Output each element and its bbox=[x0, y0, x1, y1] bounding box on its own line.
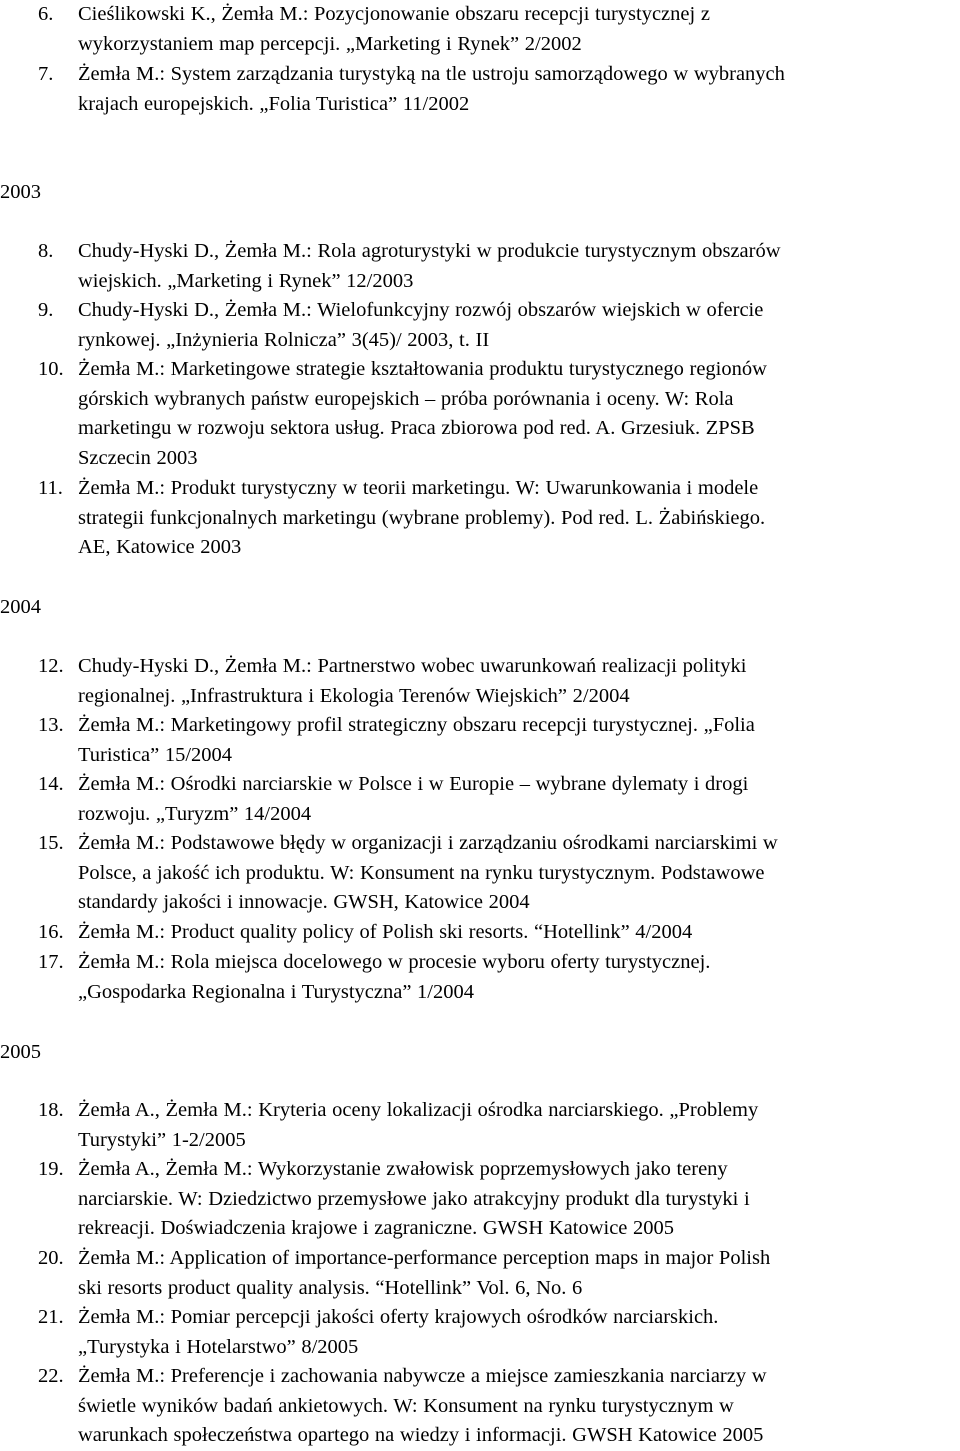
bibliography-entry-6 bbox=[38, 0, 958, 59]
entry-number: 20. bbox=[38, 1247, 64, 1269]
bibliography-entry-8 bbox=[38, 237, 958, 296]
entry-number: 12. bbox=[38, 655, 64, 677]
entry-number: 19. bbox=[38, 1158, 64, 1180]
entry-text: Żemła M.: Application of importance-performance perception maps in major Polish ski resorts product quality analysis. “Hotellink” Vol. 6, No. 6 bbox=[78, 1247, 771, 1299]
entry-text: Żemła M.: System zarządzania turystyką na tle ustroju samorządowego w wybranych krajach europejskich. „Folia Turistica” 11/2002 bbox=[78, 63, 785, 115]
bibliography-entry-18 bbox=[38, 1096, 958, 1155]
entry-number: 17. bbox=[38, 951, 64, 973]
bibliography-entry-11 bbox=[38, 474, 958, 563]
entry-number: 22. bbox=[38, 1365, 64, 1387]
bibliography-entry-16 bbox=[38, 918, 958, 948]
bibliography-entry-15 bbox=[38, 829, 958, 918]
bibliography-entry-10 bbox=[38, 355, 958, 473]
entry-text: Żemła M.: Marketingowy profil strategiczny obszaru recepcji turystycznej. „Folia Turistica” 15/2004 bbox=[78, 714, 755, 766]
entry-text: Żemła M.: Preferencje i zachowania nabywcze a miejsce zamieszkania narciarzy w świetle wyników badań ankietowych. W: Konsument na rynku turystycznym w warunkach społeczeństwa opartego na wiedzy i informacji. GWSH Katowice 2005 bbox=[78, 1365, 767, 1446]
entry-text: Żemła M.: Podstawowe błędy w organizacji i zarządzaniu ośrodkami narciarskimi w Polsce, a jakość ich produktu. W: Konsument na rynku turystycznym. Podstawowe standardy jakości i innowacje. GWSH, Katowice 2004 bbox=[78, 832, 778, 913]
year-heading-2003: 2003 bbox=[0, 181, 41, 203]
entry-number: 7. bbox=[38, 63, 54, 85]
entry-text: Żemła A., Żemła M.: Wykorzystanie zwałowisk poprzemysłowych jako tereny narciarskie. W: Dziedzictwo przemysłowe jako atrakcyjny produkt dla turystyki i rekreacji. Doświadczenia krajowe i zagraniczne. GWSH Katowice 2005 bbox=[78, 1158, 750, 1239]
entry-number: 10. bbox=[38, 358, 64, 380]
bibliography-entry-13 bbox=[38, 711, 958, 770]
entry-text: Chudy-Hyski D., Żemła M.: Wielofunkcyjny rozwój obszarów wiejskich w ofercie rynkowej. „Inżynieria Rolnicza” 3(45)/ 2003, t. II bbox=[78, 299, 764, 351]
entry-number: 11. bbox=[38, 477, 63, 499]
bibliography-entry-14 bbox=[38, 770, 958, 829]
year-heading-2004: 2004 bbox=[0, 596, 41, 618]
year-heading-2005: 2005 bbox=[0, 1041, 41, 1063]
entry-text: Żemła M.: Rola miejsca docelowego w procesie wyboru oferty turystycznej. „Gospodarka Regionalna i Turystyczna” 1/2004 bbox=[78, 951, 711, 1003]
entry-number: 8. bbox=[38, 240, 54, 262]
entry-text: Chudy-Hyski D., Żemła M.: Partnerstwo wobec uwarunkowań realizacji polityki regionalnej. „Infrastruktura i Ekologia Terenów Wiejskich” 2/2004 bbox=[78, 655, 747, 707]
entry-number: 15. bbox=[38, 832, 64, 854]
entry-text: Żemła M.: Ośrodki narciarskie w Polsce i w Europie – wybrane dylematy i drogi rozwoju. „Turyzm” 14/2004 bbox=[78, 773, 749, 825]
entry-text: Żemła A., Żemła M.: Kryteria oceny lokalizacji ośrodka narciarskiego. „Problemy Turystyki” 1-2/2005 bbox=[78, 1099, 759, 1151]
entry-number: 6. bbox=[38, 3, 54, 25]
bibliography-entry-9 bbox=[38, 296, 958, 355]
entry-number: 21. bbox=[38, 1306, 64, 1328]
entry-number: 9. bbox=[38, 299, 54, 321]
entry-text: Żemła M.: Marketingowe strategie kształtowania produktu turystycznego regionów górskich wybranych państw europejskich – próba porównania i oceny. W: Rola marketingu w rozwoju sektora usług. Praca zbiorowa pod red. A. Grzesiuk. ZPSB Szczecin 2003 bbox=[78, 358, 767, 469]
bibliography-entry-20 bbox=[38, 1244, 958, 1303]
entry-text: Żemła M.: Pomiar percepcji jakości oferty krajowych ośrodków narciarskich. „Turystyka i Hotelarstwo” 8/2005 bbox=[78, 1306, 719, 1358]
entry-number: 16. bbox=[38, 921, 64, 943]
bibliography-entry-22 bbox=[38, 1362, 958, 1451]
bibliography-entry-12 bbox=[38, 652, 958, 711]
entry-text: Chudy-Hyski D., Żemła M.: Rola agroturystyki w produkcie turystycznym obszarów wiejskich. „Marketing i Rynek” 12/2003 bbox=[78, 240, 781, 292]
bibliography-entry-17 bbox=[38, 948, 958, 1007]
bibliography-entry-21 bbox=[38, 1303, 958, 1362]
entry-text: Żemła M.: Product quality policy of Polish ski resorts. “Hotellink” 4/2004 bbox=[78, 921, 693, 943]
entry-text: Cieślikowski K., Żemła M.: Pozycjonowanie obszaru recepcji turystycznej z wykorzystaniem map percepcji. „Marketing i Rynek” 2/2002 bbox=[78, 3, 710, 55]
entry-text: Żemła M.: Produkt turystyczny w teorii marketingu. W: Uwarunkowania i modele strategii funkcjonalnych marketingu (wybrane problemy). Pod red. L. Żabińskiego. AE, Katowice 2003 bbox=[78, 477, 766, 558]
entry-number: 14. bbox=[38, 773, 64, 795]
bibliography-entry-19 bbox=[38, 1155, 958, 1244]
entry-number: 13. bbox=[38, 714, 64, 736]
entry-number: 18. bbox=[38, 1099, 64, 1121]
bibliography-entry-7 bbox=[38, 60, 958, 119]
